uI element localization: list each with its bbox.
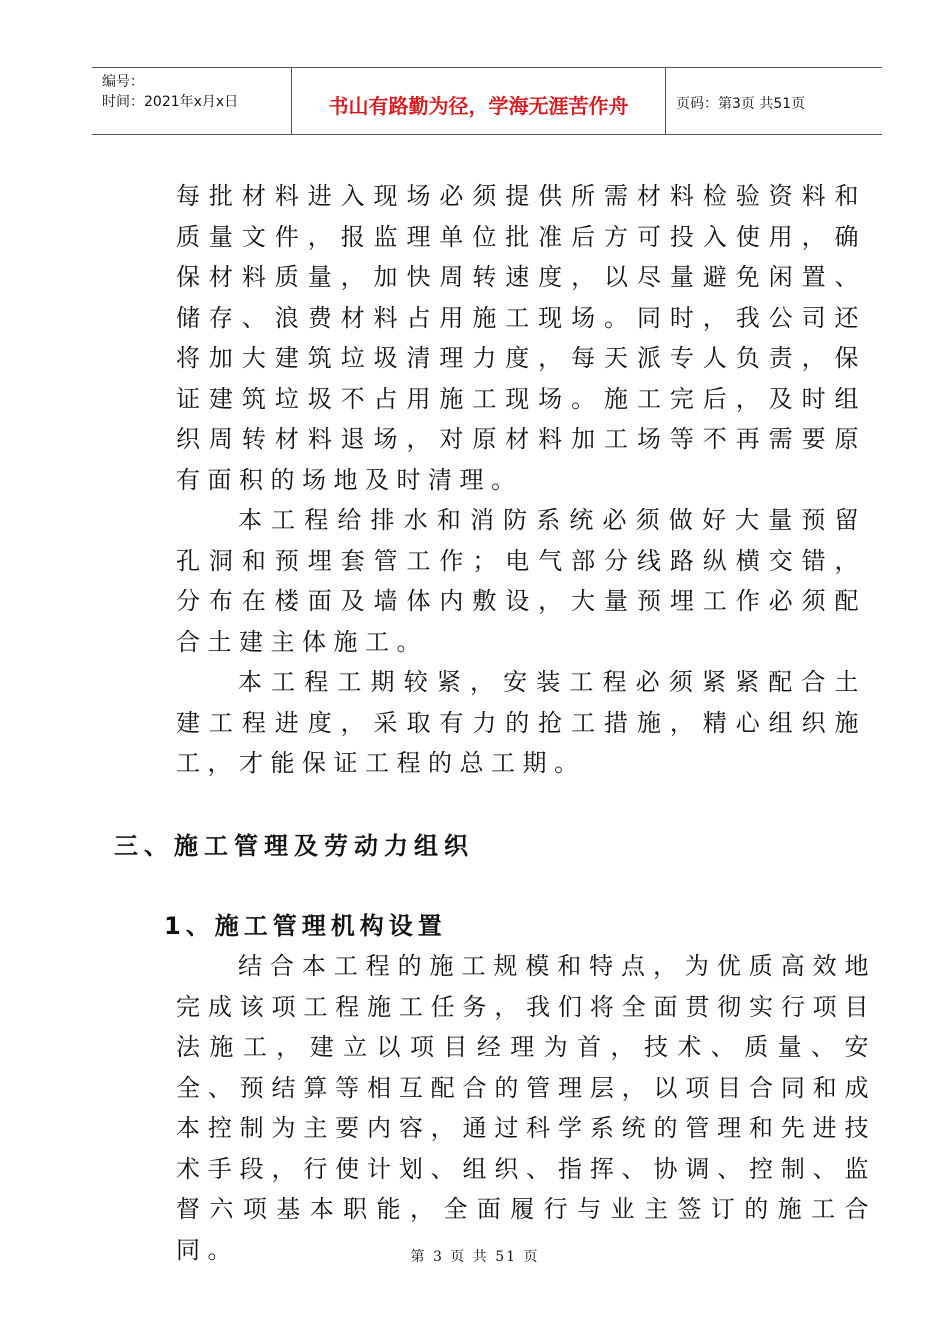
page-header (92, 67, 882, 135)
paragraph-materials: 每批材料进入现场必须提供所需材料检验资料和质量文件，报监理单位批准后方可投入使用，确保材料质量，加快周转速度，以尽量避免闲置、储存、浪费材料占用施工现场。同时，我公司还将加大建筑垃圾清理力度，每天派专人负责，保证建筑垃圾不占用施工现场。施工完后，及时组织周转材料退场，对原材料加工场等不再需要原有面积的场地及时清理。 (176, 182, 866, 494)
paragraph-schedule: 本工程工期较紧，安装工程必须紧紧配合土建工程进度，采取有力的抢工措施，精心组织施工，才能保证工程的总工期。 (176, 668, 866, 777)
section-heading: 三、施工管理及劳动力组织 (114, 832, 474, 860)
paragraph-management: 结合本工程的施工规模和特点，为优质高效地完成该项工程施工任务，我们将全面贯彻实行项目法施工，建立以项目经理为首，技术、质量、安全、预结算等相互配合的管理层，以项目合同和成本控制为主要内容，通过科学系统的管理和先进技术手段，行使计划、组织、指挥、协调、控制、监督六项基本职能，全面履行与业主签订的施工合同。 (176, 952, 876, 1264)
header-page-info: 页码：第3页 共51页 (676, 96, 806, 112)
subsection-heading: 1、施工管理机构设置 (164, 912, 447, 940)
header-meta (92, 68, 292, 134)
page-footer: 第 3 页 共 51 页 (410, 1249, 540, 1265)
document-time: 时间：2021年x月x日 (102, 94, 239, 110)
header-motto: 书山有路勤为径，学海无涯苦作舟 (292, 68, 666, 134)
document-number-label: 编号： (102, 74, 144, 90)
body-text (176, 176, 866, 784)
paragraph-plumbing: 本工程给排水和消防系统必须做好大量预留孔洞和预埋套管工作；电气部分线路纵横交错，分布在楼面及墙体内敷设，大量预埋工作必须配合土建主体施工。 (176, 506, 866, 656)
subsection-body (176, 946, 876, 1270)
